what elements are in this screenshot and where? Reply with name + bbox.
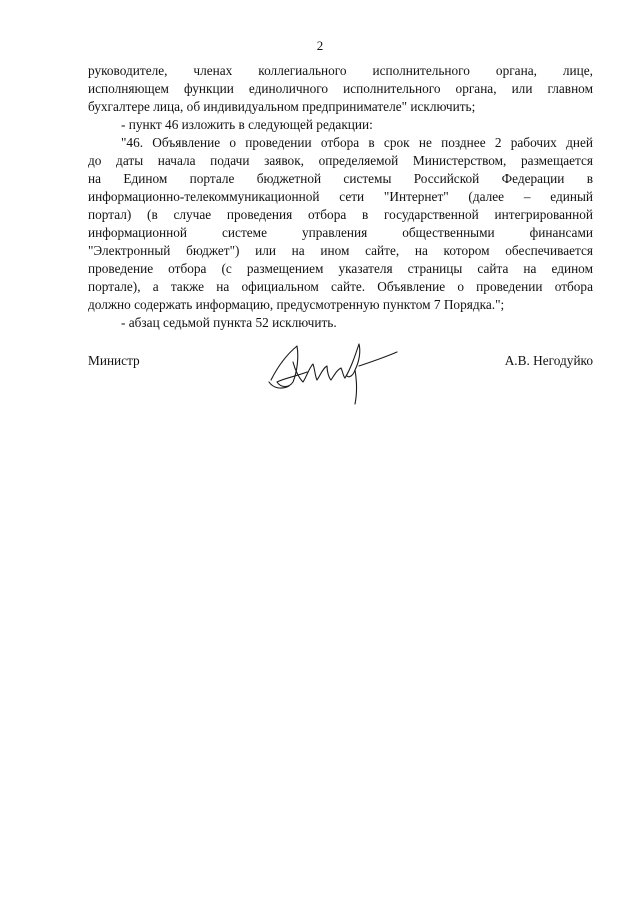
body-line: "46. Объявление о проведении отбора в срок не позднее 2 рабочих дней (121, 135, 593, 150)
signer-name: А.В. Негодуйко (504, 353, 593, 368)
body-line: "Электронный бюджет") или на ином сайте, на котором обеспечивается (88, 243, 593, 258)
handwritten-signature (263, 338, 413, 408)
body-line: до даты начала подачи заявок, определяемой Министерством, размещается (88, 153, 593, 168)
body-line: портал) (в случае проведения отбора в государственной интегрированной (88, 207, 593, 222)
body-line: портале), а также на официальном сайте. Объявление о проведении отбора (88, 279, 593, 294)
body-line: - пункт 46 изложить в следующей редакции: (121, 117, 373, 132)
body-line: на Едином портале бюджетной системы Российской Федерации в (88, 171, 593, 186)
body-line: бухгалтере лица, об индивидуальном предпринимателе" исключить; (88, 99, 476, 114)
page-number: 2 (316, 38, 324, 53)
body-line: - абзац седьмой пункта 52 исключить. (121, 315, 337, 330)
body-line: информационно-телекоммуникационной сети "Интернет" (далее – единый (88, 189, 593, 204)
body-line: руководителе, членах коллегиального исполнительного органа, лице, (88, 63, 593, 78)
signer-position: Министр (88, 353, 140, 368)
body-line: должно содержать информацию, предусмотренную пунктом 7 Порядка."; (88, 297, 505, 312)
body-line: информационной системе управления общественными финансами (88, 225, 593, 240)
body-line: проведение отбора (с размещением указателя страницы сайта на едином (88, 261, 593, 276)
body-line: исполняющем функции единоличного исполнительного органа, или главном (88, 81, 593, 96)
document-body (88, 62, 593, 332)
signature-block (88, 352, 593, 422)
